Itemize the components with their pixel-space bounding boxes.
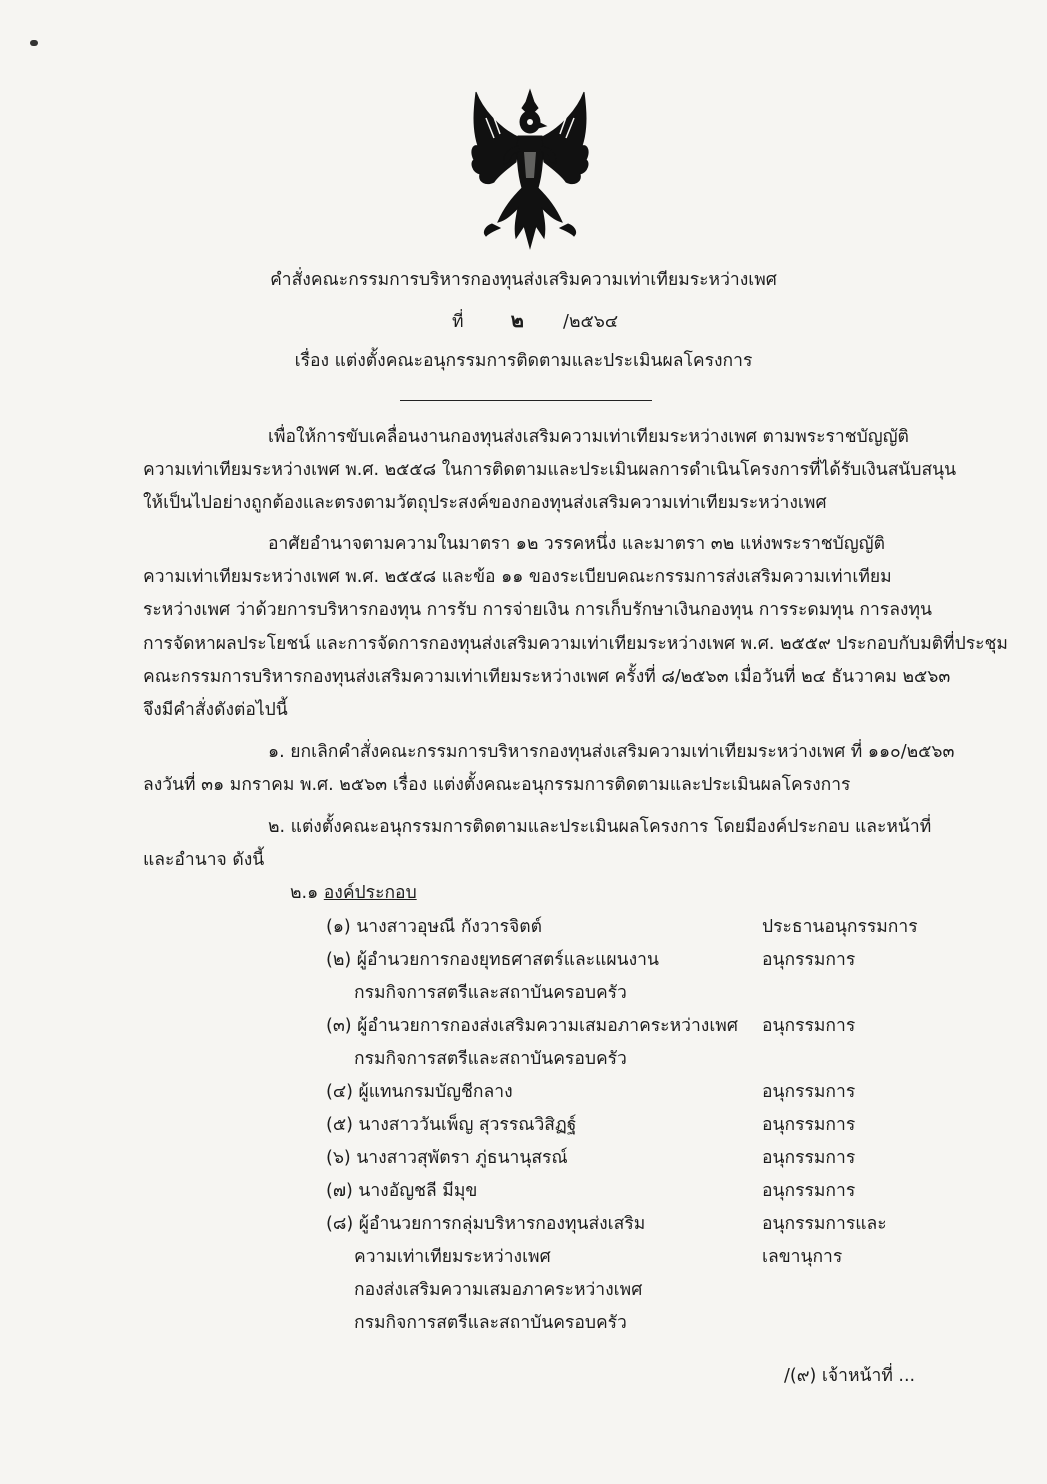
member-role: อนุกรรมการและ <box>762 1214 887 1234</box>
member-line: (๖) นางสาวสุพัตรา ภู่ธนานุสรณ์ <box>326 1148 568 1168</box>
item1-line: ๑. ยกเลิกคำสั่งคณะกรรมการบริหารกองทุนส่งเสริมความเท่าเทียมระหว่างเพศ ที่ ๑๑๐/๒๕๖๓ <box>268 742 955 762</box>
order-title: คำสั่งคณะกรรมการบริหารกองทุนส่งเสริมความเท่าเทียมระหว่างเพศ <box>270 270 777 290</box>
member-role: อนุกรรมการ <box>762 1115 856 1135</box>
order-number <box>452 308 619 333</box>
para1-line: เพื่อให้การขับเคลื่อนงานกองทุนส่งเสริมความเท่าเทียมระหว่างเพศ ตามพระราชบัญญัติ <box>268 427 909 447</box>
member-line: (๕) นางสาววันเพ็ญ สุวรรณวิสิฏฐ์ <box>326 1115 577 1135</box>
section-heading <box>290 883 417 904</box>
para2-line: ความเท่าเทียมระหว่างเพศ พ.ศ. ๒๕๕๘ และข้อ ๑๑ ของระเบียบคณะกรรมการส่งเสริมความเท่าเทียม <box>143 567 892 587</box>
para2-line: จึงมีคำสั่งดังต่อไปนี้ <box>143 700 288 720</box>
para2-line: คณะกรรมการบริหารกองทุนส่งเสริมความเท่าเทียมระหว่างเพศ ครั้งที่ ๘/๒๕๖๓ เมื่อวันที่ ๒๔ ธันวาคม ๒๕๖๓ <box>143 667 951 687</box>
member-line: (๔) ผู้แทนกรมบัญชีกลาง <box>326 1082 513 1102</box>
member-line: (๑) นางสาวอุษณี กังวารจิตต์ <box>326 917 543 937</box>
member-line: (๘) ผู้อำนวยการกลุ่มบริหารกองทุนส่งเสริม <box>326 1214 646 1234</box>
order-number-prefix: ที่ <box>452 312 464 332</box>
member-role: อนุกรรมการ <box>762 950 856 970</box>
member-role: อนุกรรมการ <box>762 1148 856 1168</box>
member-line: กองส่งเสริมความเสมอภาคระหว่างเพศ <box>354 1280 643 1300</box>
para2-line: อาศัยอำนาจตามความในมาตรา ๑๒ วรรคหนึ่ง และมาตรา ๓๒ แห่งพระราชบัญญัติ <box>268 534 885 554</box>
member-line: กรมกิจการสตรีและสถาบันครอบครัว <box>354 983 627 1003</box>
item2-line: ๒. แต่งตั้งคณะอนุกรรมการติดตามและประเมินผลโครงการ โดยมีองค์ประกอบ และหน้าที่ <box>268 817 932 837</box>
member-line: ความเท่าเทียมระหว่างเพศ <box>354 1247 551 1267</box>
section-number: ๒.๑ <box>290 883 319 903</box>
member-role: ประธานอนุกรรมการ <box>762 917 918 937</box>
para2-line: ระหว่างเพศ ว่าด้วยการบริหารกองทุน การรับ การจ่ายเงิน การเก็บรักษาเงินกองทุน การระดมทุน การลงทุน <box>143 600 932 620</box>
header-divider <box>400 400 652 401</box>
order-number-value: ๒ <box>510 308 524 332</box>
section-title: องค์ประกอบ <box>323 883 417 903</box>
item1-line: ลงวันที่ ๓๑ มกราคม พ.ศ. ๒๕๖๓ เรื่อง แต่งตั้งคณะอนุกรรมการติดตามและประเมินผลโครงการ <box>143 775 851 795</box>
continuation-marker: /(๙) เจ้าหน้าที่ ... <box>784 1366 916 1386</box>
member-line: (๗) นางอัญชลี มีมุข <box>326 1181 478 1201</box>
order-number-year: /๒๕๖๔ <box>563 312 619 332</box>
member-role: อนุกรรมการ <box>762 1082 856 1102</box>
item2-line: และอำนาจ ดังนี้ <box>143 850 265 870</box>
garuda-emblem-icon <box>468 88 592 256</box>
scan-speck <box>30 40 38 46</box>
member-line: (๒) ผู้อำนวยการกองยุทธศาสตร์และแผนงาน <box>326 950 659 970</box>
member-line: กรมกิจการสตรีและสถาบันครอบครัว <box>354 1313 627 1333</box>
member-role: อนุกรรมการ <box>762 1016 856 1036</box>
member-role: อนุกรรมการ <box>762 1181 856 1201</box>
order-subject: เรื่อง แต่งตั้งคณะอนุกรรมการติดตามและประเมินผลโครงการ <box>294 351 753 371</box>
member-line: (๓) ผู้อำนวยการกองส่งเสริมความเสมอภาคระหว่างเพศ <box>326 1016 738 1036</box>
para1-line: ความเท่าเทียมระหว่างเพศ พ.ศ. ๒๕๕๘ ในการติดตามและประเมินผลการดำเนินโครงการที่ได้รับเงินสนับสนุน <box>143 460 957 480</box>
para2-line: การจัดหาผลประโยชน์ และการจัดการกองทุนส่งเสริมความเท่าเทียมระหว่างเพศ พ.ศ. ๒๕๕๙ ประกอบกับมติที่ประชุม <box>143 634 1008 654</box>
member-role: เลขานุการ <box>762 1247 843 1267</box>
para1-line: ให้เป็นไปอย่างถูกต้องและตรงตามวัตถุประสงค์ของกองทุนส่งเสริมความเท่าเทียมระหว่างเพศ <box>143 493 827 513</box>
member-line: กรมกิจการสตรีและสถาบันครอบครัว <box>354 1049 627 1069</box>
